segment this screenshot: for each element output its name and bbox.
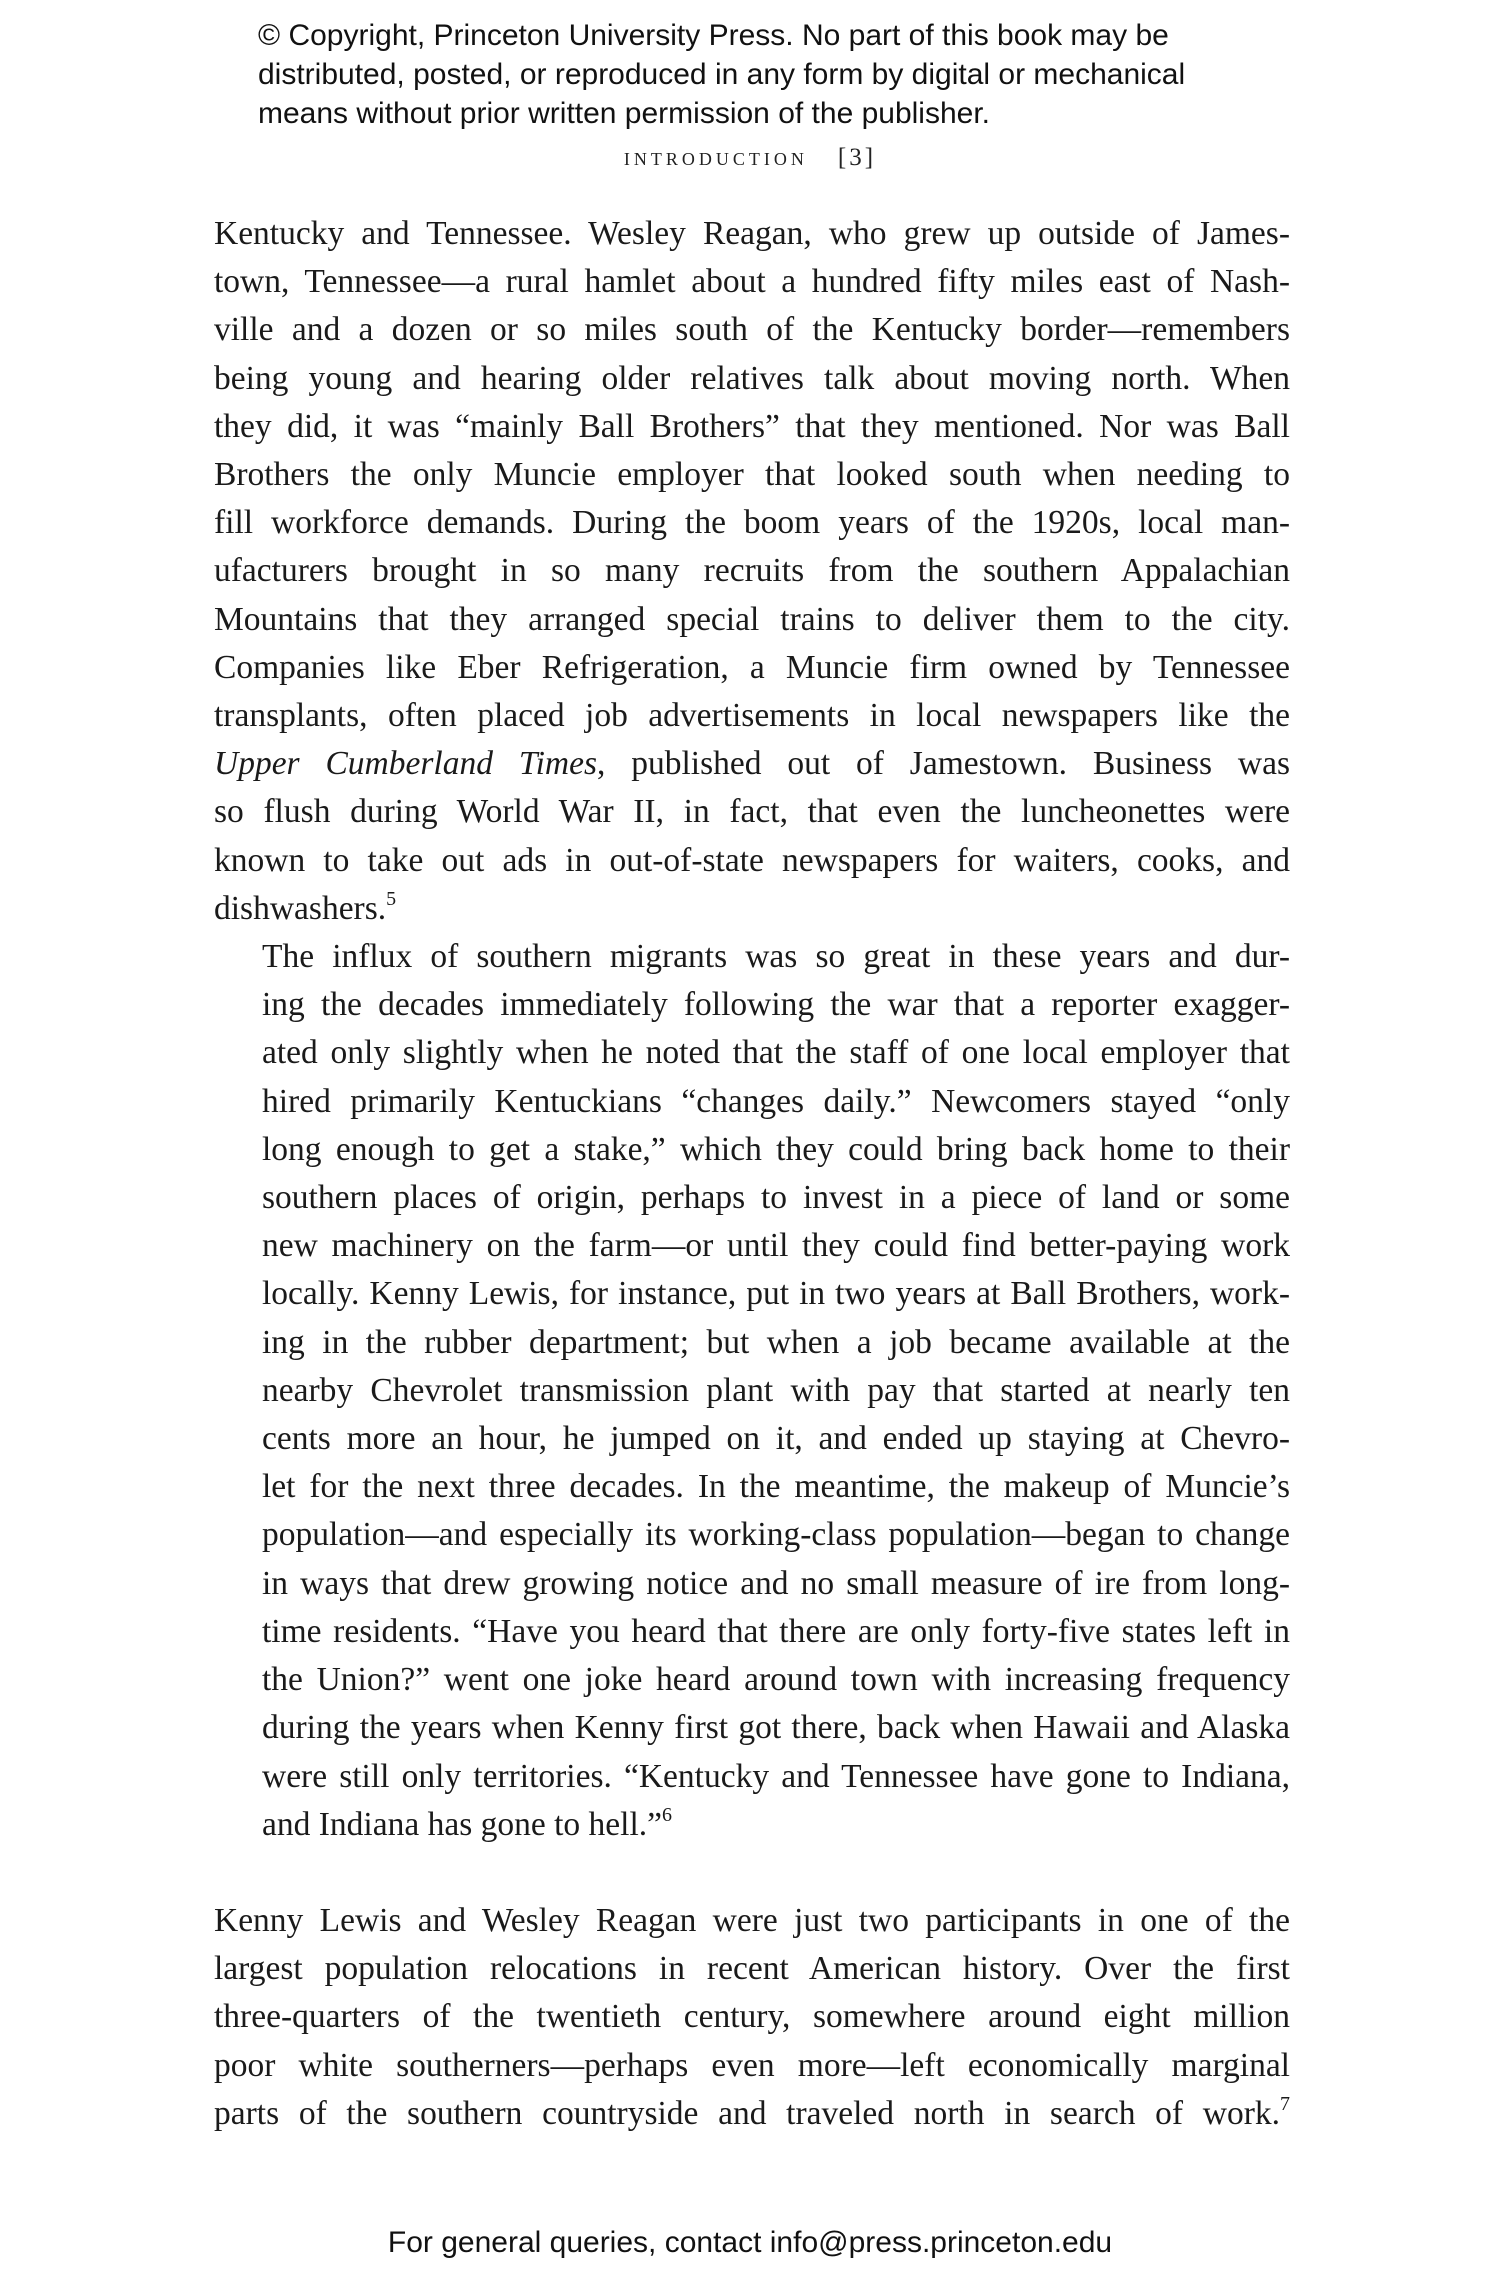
- footnote-marker[interactable]: 6: [662, 1803, 673, 1826]
- text-line: Kenny Lewis and Wesley Reagan were just two participants in one of the: [214, 1901, 1290, 1939]
- text-line: known to take out ads in out-of-state newspapers for waiters, cooks, and: [214, 841, 1290, 879]
- footnote-marker[interactable]: 5: [386, 887, 397, 910]
- paragraph-3: [214, 1897, 1290, 2138]
- text-fragment: dishwashers.: [214, 889, 387, 927]
- text-line: ufacturers brought in so many recruits from the southern Appalachian: [214, 552, 1290, 590]
- text-line: poor white southerners—perhaps even more—left economically marginal: [214, 2046, 1290, 2084]
- text-line: hired primarily Kentuckians “changes daily.” Newcomers stayed “only: [262, 1082, 1290, 1120]
- text-line: ing in the rubber department; but when a job became available at the: [262, 1323, 1290, 1361]
- text-line: population—and especially its working-class population—began to change: [262, 1516, 1290, 1554]
- text-line: Kentucky and Tennessee. Wesley Reagan, who grew up outside of James-: [214, 215, 1290, 252]
- text-line: [214, 885, 1290, 933]
- text-line: [214, 740, 1290, 788]
- text-line: long enough to get a stake,” which they could bring back home to their: [262, 1130, 1290, 1168]
- newspaper-title: Upper Cumberland Times: [214, 745, 598, 783]
- paragraph-1: [214, 210, 1290, 933]
- text-line: ated only slightly when he noted that the staff of one local employer that: [262, 1034, 1290, 1072]
- text-line: were still only territories. “Kentucky and Tennessee have gone to Indiana,: [262, 1757, 1290, 1795]
- text-fragment: , published out of Jamestown. Business was: [597, 745, 1290, 783]
- text-line: southern places of origin, perhaps to invest in a piece of land or some: [262, 1179, 1290, 1217]
- text-line: let for the next three decades. In the meantime, the makeup of Muncie’s: [262, 1468, 1290, 1506]
- text-line: [214, 2090, 1290, 2138]
- text-line: largest population relocations in recent American history. Over the first: [214, 1950, 1290, 1988]
- chapter-title: introduction: [623, 144, 808, 171]
- text-line: they did, it was “mainly Ball Brothers” that they mentioned. Nor was Ball: [214, 407, 1290, 445]
- copyright-line: distributed, posted, or reproduced in any form by digital or mechanical: [258, 58, 1186, 91]
- text-line: so flush during World War II, in fact, that even the luncheonettes were: [214, 793, 1290, 831]
- text-line: fill workforce demands. During the boom years of the 1920s, local man-: [214, 504, 1290, 542]
- text-line: Companies like Eber Refrigeration, a Muncie firm owned by Tennessee: [214, 648, 1290, 686]
- text-line: new machinery on the farm—or until they could find better-paying work: [262, 1227, 1290, 1265]
- copyright-notice: [258, 16, 1358, 133]
- copyright-line: means without prior written permission of the publisher.: [258, 97, 991, 130]
- footnote-marker[interactable]: 7: [1280, 2092, 1290, 2115]
- text-line: the Union?” went one joke heard around town with increasing frequency: [262, 1661, 1290, 1699]
- text-line: ville and a dozen or so miles south of the Kentucky border—remembers: [214, 311, 1290, 349]
- paragraph-2: [214, 933, 1290, 1849]
- text-line: town, Tennessee—a rural hamlet about a hundred fifty miles east of Nash-: [214, 263, 1290, 301]
- text-line: during the years when Kenny first got there, back when Hawaii and Alaska: [262, 1709, 1290, 1747]
- body-text: [214, 210, 1290, 2138]
- text-fragment: and Indiana has gone to hell.”: [262, 1805, 663, 1843]
- text-line: nearby Chevrolet transmission plant with pay that started at nearly ten: [262, 1371, 1290, 1409]
- text-fragment: parts of the southern countryside and traveled north in search of work.: [214, 2094, 1280, 2132]
- text-line: locally. Kenny Lewis, for instance, put in two years at Ball Brothers, work-: [262, 1275, 1290, 1313]
- text-line: Mountains that they arranged special trains to deliver them to the city.: [214, 600, 1290, 638]
- text-line: being young and hearing older relatives talk about moving north. When: [214, 359, 1290, 397]
- text-line: in ways that drew growing notice and no small measure of ire from long-: [262, 1564, 1290, 1602]
- text-line: ing the decades immediately following the war that a reporter exagger-: [262, 986, 1290, 1024]
- text-line: cents more an hour, he jumped on it, and ended up staying at Chevro-: [262, 1420, 1290, 1458]
- text-line: time residents. “Have you heard that there are only forty-five states left in: [262, 1612, 1290, 1650]
- text-line: Brothers the only Muncie employer that looked south when needing to: [214, 456, 1290, 494]
- footer-contact: For general queries, contact info@press.princeton.edu: [387, 2226, 1113, 2259]
- text-line: transplants, often placed job advertisements in local newspapers like the: [214, 697, 1290, 735]
- page-number: [3]: [837, 144, 877, 171]
- text-line: three-quarters of the twentieth century, somewhere around eight million: [214, 1998, 1290, 2036]
- text-line: [214, 1801, 1290, 1849]
- text-line: The influx of southern migrants was so great in these years and dur-: [262, 938, 1290, 976]
- running-head: [0, 144, 1500, 172]
- copyright-line: © Copyright, Princeton University Press. No part of this book may be: [258, 19, 1169, 52]
